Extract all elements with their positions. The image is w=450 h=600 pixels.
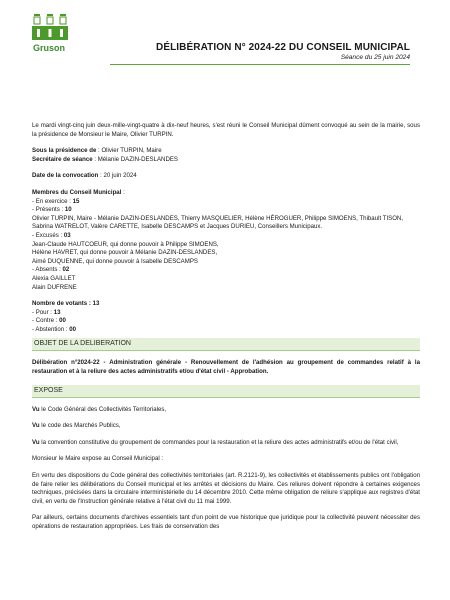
abstention-label: - Abstention : bbox=[32, 325, 70, 333]
vu-text: la convention constitutive du groupement de commandes pour la restauration et la reliure des actes administratifs et/ou de l'état civil, bbox=[39, 438, 399, 446]
exercice-value: 15 bbox=[72, 197, 80, 205]
abstention-value: 00 bbox=[69, 325, 77, 333]
vu-text: le Code Général des Collectivités Territoriales, bbox=[39, 405, 167, 413]
votants-value: 13 bbox=[92, 300, 100, 308]
convocation-line bbox=[32, 172, 420, 181]
presents-names: Olivier TURPIN, Maire - Mélanie DAZIN-DESLANDES, Thierry MASQUELIER, Hélène HÉROGUER, Philippe SIMOENS, Thibault TISON, Sabrina WATRELOT, Valère CARETTE, Isabelle DESCAMPS et Jacques DURIEU, Conseillers Municipaux. bbox=[32, 214, 404, 231]
exercice-label: - En exercice : bbox=[32, 197, 73, 205]
secretaire-value: : Mélanie DAZIN-DESLANDES bbox=[92, 155, 178, 163]
secretaire-line bbox=[32, 156, 420, 165]
absents-value: 02 bbox=[62, 266, 70, 274]
presidence-value: : Olivier TURPIN, Maire bbox=[96, 147, 162, 155]
votants-line bbox=[32, 300, 420, 309]
expose-section-heading: EXPOSE bbox=[32, 385, 420, 398]
logo-text: Gruson bbox=[33, 43, 66, 53]
gruson-logo bbox=[30, 12, 74, 53]
town-emblem-icon bbox=[30, 12, 70, 42]
presents-label: - Présents : bbox=[32, 206, 65, 214]
secretaire-label: Secrétaire de séance bbox=[32, 155, 93, 163]
absents-label: - Absents : bbox=[32, 266, 63, 274]
pour-label: - Pour : bbox=[32, 308, 54, 316]
presents-line bbox=[32, 206, 420, 215]
objet-section-heading: OBJET DE LA DELIBERATION bbox=[32, 338, 420, 351]
contre-line bbox=[32, 317, 420, 326]
votants-label: Nombre de votants : bbox=[32, 300, 93, 308]
document-body bbox=[32, 122, 420, 532]
absents-line bbox=[32, 266, 420, 275]
convocation-value: : 20 juin 2024 bbox=[98, 172, 137, 180]
excuse-item: Aimé DUQUENNE, qui donne pouvoir à Isabelle DESCAMPS bbox=[32, 257, 198, 265]
absent-item: Alain DUFRENE bbox=[32, 283, 77, 291]
absent-item: Alexia GAILLET bbox=[32, 274, 76, 282]
vu-text: le code des Marchés Publics, bbox=[39, 422, 121, 430]
presents-value: 10 bbox=[64, 206, 72, 214]
expose-paragraph-1: En vertu des dispositions du Code général des collectivités territoriales (art. R.2121-9), les collectivités et établissements publics ont l'obligation de faire relier les délibérations du Conseil municipal et les arrêtés et décisions du Maire. Ces reliures doivent répondre à certaines exigences techniques, précisées dans la circulaire interministérielle du 14 décembre 2010. Cette même obligation de reliure s'applique aux registres d'état civil, en vertu de l'Instruction générale relative à l'état civil du 11 mai 1999. bbox=[32, 472, 420, 505]
vu-label: Vu bbox=[32, 405, 40, 413]
session-date: Séance du 25 juin 2024 bbox=[340, 54, 410, 61]
expose-paragraph-2: Par ailleurs, certains documents d'archives essentiels tant d'un point de vue historique que juridique pour la collectivité peuvent nécessiter des opérations de restauration appropriées. Les frais de conservation des bbox=[32, 514, 420, 530]
contre-label: - Contre : bbox=[32, 317, 60, 325]
objet-text: Délibération n°2024-22 - Administration générale - Renouvellement de l'adhésion au groupement de commandes relatif à la restauration et à la reliure des actes administratifs et/ou d'état civil - Approbation. bbox=[32, 359, 420, 376]
vu-line bbox=[32, 422, 420, 431]
intro-paragraph: Le mardi vingt-cinq juin deux-mille-vingt-quatre à dix-neuf heures, s'est réuni le Conseil Municipal dûment convoqué au sein de la mairie, sous la présidence de Monsieur le Maire, Olivier TURPIN. bbox=[32, 122, 420, 138]
vu-line bbox=[32, 406, 420, 415]
document-header bbox=[110, 42, 410, 65]
presidence-line bbox=[32, 147, 420, 156]
excuse-item: Jean-Claude HAUTCOEUR, qui donne pouvoir à Philippe SIMOENS, bbox=[32, 240, 219, 248]
vu-label: Vu bbox=[32, 422, 40, 430]
vu-line bbox=[32, 439, 420, 448]
excuse-item: Hélène HAVRET, qui donne pouvoir à Mélanie DAZIN-DESLANDES, bbox=[32, 249, 218, 257]
maire-expose-line: Monsieur le Maire expose au Conseil Municipal : bbox=[32, 455, 164, 463]
excuses-line bbox=[32, 232, 420, 241]
excuses-value: 03 bbox=[63, 231, 71, 239]
abstention-line bbox=[32, 326, 420, 335]
pour-value: 13 bbox=[53, 308, 61, 316]
exercice-line bbox=[32, 198, 420, 207]
membres-colon: : bbox=[121, 188, 125, 196]
membres-heading bbox=[32, 189, 420, 198]
membres-label: Membres du Conseil Municipal bbox=[32, 188, 122, 196]
pour-line bbox=[32, 309, 420, 318]
document-title: DÉLIBÉRATION N° 2024-22 DU CONSEIL MUNICIPAL bbox=[156, 42, 410, 53]
header-divider bbox=[110, 64, 410, 65]
presidence-label: Sous la présidence de bbox=[32, 147, 97, 155]
convocation-label: Date de la convocation bbox=[32, 172, 99, 180]
excuses-label: - Excusés : bbox=[32, 231, 64, 239]
contre-value: 00 bbox=[59, 317, 66, 325]
vu-label: Vu bbox=[32, 438, 40, 446]
